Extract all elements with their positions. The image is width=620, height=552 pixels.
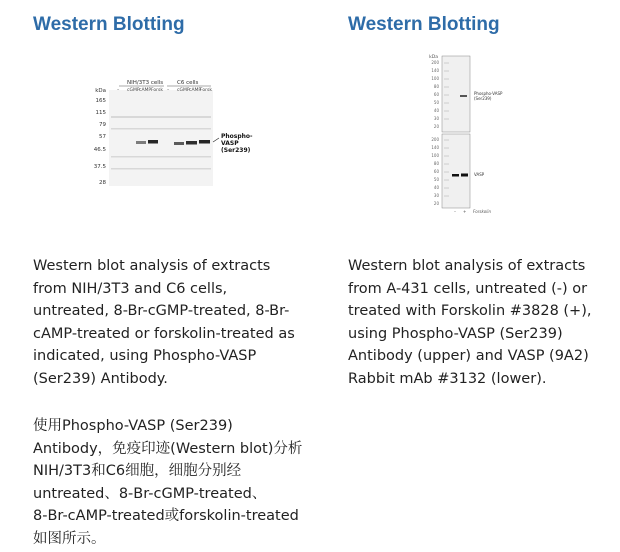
svg-text:30: 30 [433, 116, 439, 121]
svg-text:140: 140 [431, 68, 439, 73]
svg-text:(Ser239): (Ser239) [474, 96, 492, 101]
left-caption-line: untreated, 8-Br-cGMP-treated, 8-Br- [33, 303, 290, 319]
svg-text:30: 30 [433, 193, 439, 198]
right-blot-kda-label: kDa [429, 55, 438, 60]
right-blot-lower-band-label: VASP [474, 172, 485, 177]
svg-text:80: 80 [433, 161, 439, 166]
right-blot-upper-markers [431, 60, 439, 129]
left-blot-lane-label: Forsk [151, 88, 163, 93]
svg-text:20: 20 [433, 201, 439, 206]
left-caption-cn-line: Antibody，免疫印迹(Western blot)分析 [33, 440, 303, 457]
svg-text:100: 100 [431, 76, 439, 81]
right-caption-line: treated with Forskolin #3828 (+), [348, 303, 592, 319]
left-caption-cn-line: 使用Phospho-VASP (Ser239) [33, 418, 233, 434]
left-caption-line: cAMP-treated or forskolin-treated as [33, 325, 295, 342]
right-caption-line: Antibody (upper) and VASP (9A2) [348, 348, 589, 364]
left-caption-cn-line: 8-Br-cAMP-treated或forskolin-treated [33, 508, 299, 524]
svg-text:60: 60 [433, 169, 439, 174]
svg-text:40: 40 [433, 185, 439, 190]
left-caption-line: (Ser239) Antibody. [33, 370, 168, 387]
svg-text:200: 200 [431, 137, 439, 142]
left-blot-group1-label: NIH/3T3 cells [127, 80, 164, 86]
svg-text:Phospho-VASP: Phospho-VASP [474, 91, 503, 96]
svg-text:20: 20 [433, 124, 439, 129]
right-caption [348, 255, 591, 390]
left-blot-marker: 115 [95, 110, 106, 116]
right-western-blot-image [422, 52, 542, 216]
left-blot-kda-label: kDa [95, 88, 106, 94]
left-western-blot-image [79, 76, 279, 188]
left-blot-band-label [221, 133, 253, 154]
left-blot-band [136, 141, 146, 144]
left-blot-marker: 165 [95, 98, 106, 104]
left-blot-marker: 46.5 [93, 147, 106, 153]
svg-text:+: + [463, 209, 467, 214]
right-blot-upper-panel [442, 56, 470, 132]
left-blot-band [174, 142, 184, 145]
left-blot-membrane [109, 90, 213, 186]
left-blot-band [148, 140, 158, 144]
left-blot-lane-label: cAMP [139, 88, 152, 93]
right-blot-lower-band [452, 174, 459, 177]
left-blot-lane-label: Forsk [200, 88, 212, 93]
svg-text:200: 200 [431, 60, 439, 65]
left-blot-marker: 37.5 [93, 164, 106, 170]
svg-text:(Ser239): (Ser239) [221, 147, 251, 154]
left-blot-group2-label: C6 cells [177, 80, 199, 86]
right-blot-lower-band [461, 174, 468, 177]
svg-text:50: 50 [433, 100, 439, 105]
left-caption-line: indicated, using Phospho-VASP [33, 348, 257, 364]
left-blot-marker: 28 [99, 180, 106, 186]
right-blot-lower-panel [442, 134, 470, 208]
left-caption-line: Western blot analysis of extracts [33, 258, 271, 274]
svg-text:Phospho-: Phospho- [221, 133, 253, 140]
left-caption-cn-line: NIH/3T3和C6细胞，细胞分别经 [33, 463, 242, 479]
left-blot-marker: 57 [99, 134, 106, 140]
left-blot-lane-label: cGMP [127, 88, 140, 93]
right-caption-line: using Phospho-VASP (Ser239) [348, 325, 563, 342]
right-blot-upper-band [460, 95, 467, 97]
svg-text:50: 50 [433, 177, 439, 182]
left-blot-lane-label: cAMP [189, 88, 202, 93]
svg-text:40: 40 [433, 108, 439, 113]
right-caption-line: Rabbit mAb #3132 (lower). [348, 370, 547, 387]
left-heading: Western Blotting [33, 14, 185, 35]
svg-text:VASP: VASP [221, 140, 239, 147]
left-blot-lane-label: – [117, 88, 120, 93]
right-blot-lower-markers [431, 137, 439, 206]
left-blot-band [199, 140, 210, 144]
left-caption-line: from NIH/3T3 and C6 cells, [33, 280, 228, 297]
svg-text:140: 140 [431, 145, 439, 150]
svg-text:80: 80 [433, 84, 439, 89]
svg-text:–: – [454, 209, 456, 214]
left-blot-lane-label: – [167, 88, 170, 93]
left-blot-markers [94, 88, 107, 186]
right-blot-lane-labels [454, 209, 491, 214]
left-caption-chinese [33, 415, 302, 550]
svg-text:100: 100 [431, 153, 439, 158]
right-blot-upper-band-label [474, 91, 503, 101]
left-blot-band [186, 141, 197, 145]
left-caption [33, 255, 295, 390]
right-caption-line: Western blot analysis of extracts [348, 258, 586, 274]
svg-text:Forskolin: Forskolin [473, 209, 491, 214]
left-blot-marker: 79 [99, 122, 106, 128]
left-blot-lane-label: cGMP [177, 88, 190, 93]
right-heading: Western Blotting [348, 14, 500, 35]
left-caption-cn-line: 如图所示。 [33, 530, 106, 547]
svg-text:60: 60 [433, 92, 439, 97]
left-caption-cn-line: untreated、8-Br-cGMP-treated、 [33, 485, 267, 502]
right-caption-line: from A-431 cells, untreated (-) or [348, 280, 588, 297]
